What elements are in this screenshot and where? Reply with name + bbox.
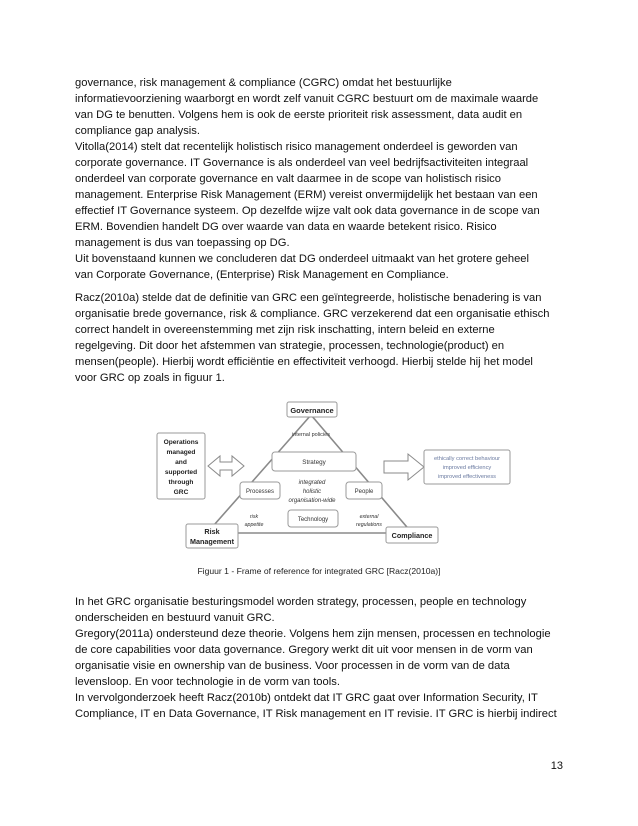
paragraph1-line: van DG te benutten. Volgens hem is ook de eerste prioriteit risk assessment, data audit en — [75, 109, 523, 121]
paragraph1-line: management is dus van toepassing op DG. — [75, 237, 290, 249]
paragraph3-line: de core capabilities voor data governance. Gregory werkt dit uit voor mensen in de vorm van — [75, 644, 533, 656]
paragraph2-line: Racz(2010a) stelde dat de definitie van GRC een geïntegreerde, holistische benadering is van — [75, 292, 542, 304]
operations-label-3: and — [175, 459, 187, 466]
page-number: 13 — [550, 760, 563, 772]
paragraph1-line: management. Enterprise Risk Management (ERM) vereist onvermijdelijk het bestaan van een — [75, 189, 538, 201]
paragraph2-line: organisatie brede governance, risk & compliance. GRC verzekerend dat een organisatie ethisch — [75, 308, 550, 320]
paragraph1-line: informatievoorziening waarborgt en wordt zelf vanuit CGRC bestuurt om de maximale waarde — [75, 93, 539, 105]
paragraph3-line: levensloop. En voor technologie in de vorm van tools. — [75, 676, 340, 688]
people-label: People — [354, 489, 374, 495]
paragraph3-line: In het GRC organisatie besturingsmodel worden strategy, processen, people en technology — [75, 596, 527, 608]
external-regulations-label-1: external — [359, 514, 379, 520]
integrated-label: integrated — [298, 480, 326, 486]
paragraph1-line: Vitolla(2014) stelt dat recentelijk holistisch risico management onderdeel is geworden van — [75, 141, 518, 153]
operations-label-1: Operations — [163, 439, 199, 446]
paragraph1-line: Uit bovenstaand kunnen we concluderen dat DG onderdeel uitmaakt van het grotere geheel — [75, 253, 530, 265]
risk-appetite-label-2: appetite — [244, 522, 264, 528]
right-arrow-icon — [384, 454, 424, 480]
operations-label-4: supported — [164, 469, 198, 476]
paragraph1-line: van Corporate Governance, (Enterprise) Risk Management en Compliance. — [75, 269, 449, 281]
paragraph3-line: organisatie visie en ownership van de business. Voor processen in de vorm van de data — [75, 660, 510, 672]
processes-label: Processes — [245, 489, 275, 495]
external-regulations-label-2: regulations — [356, 522, 382, 528]
outcome-ethical: ethically correct behaviour — [433, 456, 501, 462]
paragraph2-line: regelgeving. Dit door het afstemmen van strategie, processen, technologie(product) en — [75, 340, 505, 352]
paragraph1-line: governance, risk management & compliance (CGRC) omdat het bestuurlijke — [75, 77, 452, 89]
internal-policies-label: internal policies — [292, 432, 330, 438]
paragraph-grc-model — [75, 594, 575, 722]
paragraph1-line: corporate governance. IT Governance is als onderdeel van veel bedrijfsactiviteiten integraal — [75, 157, 529, 169]
risk-appetite-label-1: risk — [249, 514, 259, 520]
paragraph-cgrc — [75, 75, 575, 283]
paragraph1-line: compliance gap analysis. — [75, 125, 200, 137]
paragraph1-line: onderdeel van corporate governance en valt daarmee in de scope van holistisch risico — [75, 173, 501, 185]
operations-label-2: managed — [166, 449, 196, 456]
paragraph3-line: Gregory(2011a) ondersteund deze theorie. Volgens hem zijn mensen, processen en technologie — [75, 628, 551, 640]
outcome-effectiveness: improved effectiveness — [437, 474, 497, 480]
figure-caption: Figuur 1 - Frame of reference for integrated GRC [Racz(2010a)] — [197, 566, 441, 576]
operations-label-5: through — [168, 479, 194, 486]
risk-management-label-2: Management — [190, 537, 234, 546]
outcome-efficiency: improved efficiency — [442, 465, 492, 471]
paragraph2-line: voor GRC op zoals in figuur 1. — [75, 372, 225, 384]
holistic-label: holistic — [302, 489, 322, 495]
paragraph1-line: effectief IT Governance systeem. Op dezelfde wijze valt ook data governance in de scope van — [75, 205, 540, 217]
paragraph3-line: Compliance, IT en Data Governance, IT Risk management en IT revisie. IT GRC is hierbij indirect — [75, 708, 557, 720]
organisation-wide-label: organisation-wide — [288, 498, 336, 504]
double-arrow-icon — [208, 456, 244, 476]
paragraph2-line: correct handelt in overeenstemming met zijn risk inschatting, intern beleid en externe — [75, 324, 495, 336]
operations-label-6: GRC — [173, 489, 189, 496]
technology-label: Technology — [297, 517, 329, 523]
paragraph2-line: mensen(people). Hierbij wordt efficiëntie en effectiviteit verhoogd. Hierbij stelde hij het model — [75, 356, 533, 368]
risk-management-label-1: Risk — [204, 527, 220, 536]
strategy-label: Strategy — [302, 459, 326, 466]
compliance-label: Compliance — [391, 531, 433, 540]
paragraph1-line: ERM. Bovendien handelt DG over waarde van data en waarde betekent risico. Risico — [75, 221, 497, 233]
paragraph-racz-definition — [75, 290, 575, 386]
governance-label: Governance — [290, 406, 334, 415]
paragraph3-line: onderscheiden en bestuurd vanuit GRC. — [75, 612, 275, 624]
paragraph3-line: In vervolgonderzoek heeft Racz(2010b) ontdekt dat IT GRC gaat over Information Security, IT — [75, 692, 538, 704]
